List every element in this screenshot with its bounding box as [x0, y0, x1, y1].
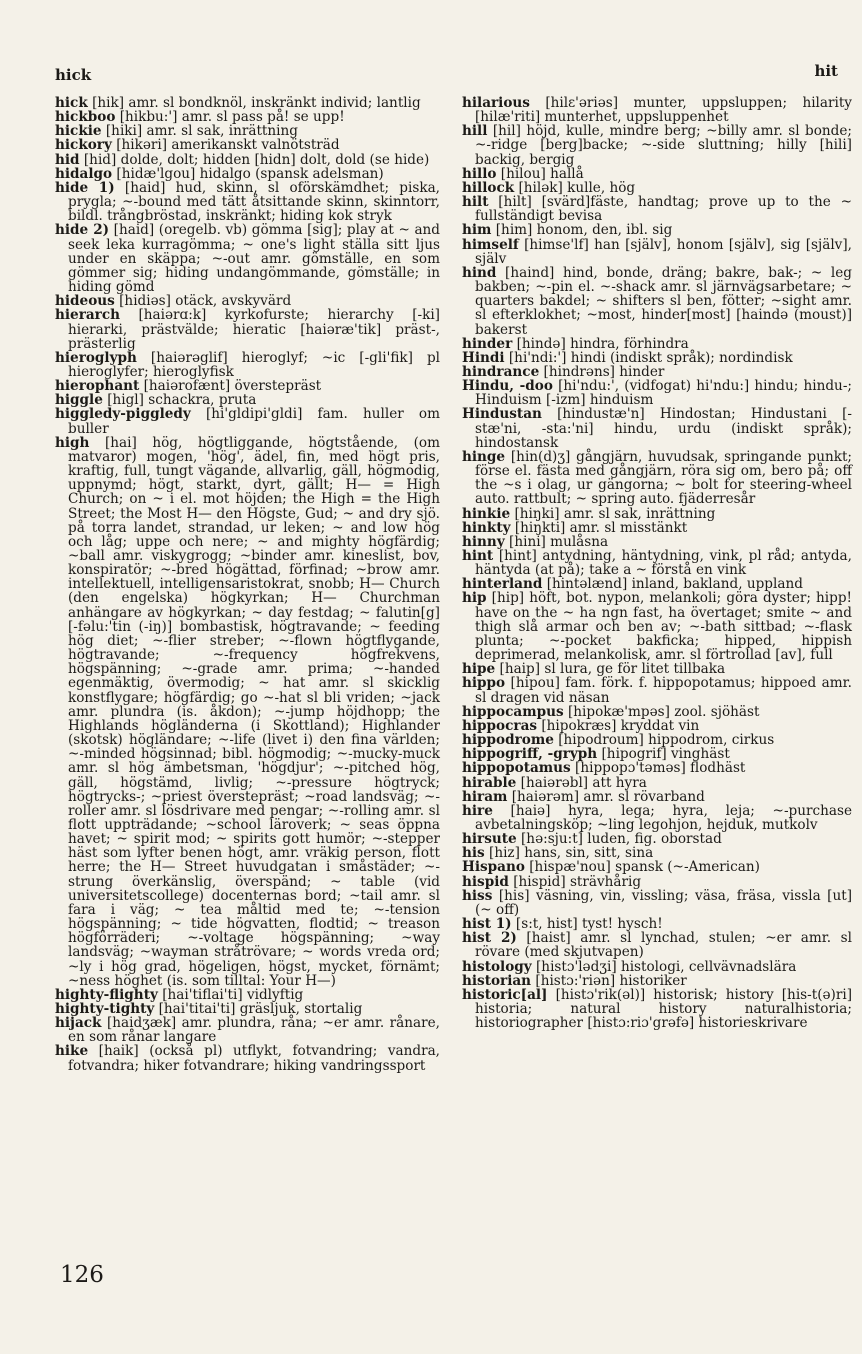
dictionary-entry: Hindustan [hindustæ'n] Hindostan; Hindustani [-stæ'ni, -sta:'ni] hindu, urdu (indiskt språk); hindostansk: [462, 406, 852, 451]
dictionary-entry: hist 1) [s:t, hist] tyst! hysch!: [462, 916, 663, 933]
dictionary-entry: highty-tighty [hai'titai'ti] gräsljuk, stortalig: [55, 1001, 363, 1017]
dictionary-entry: hickie [hiki] amr. sl sak, inrättning: [55, 123, 298, 140]
dictionary-entry: hide 1) [haid] hud, skinn, sl oförskämdhet; piska, prygla; ~-bound med tätt åtsittande skinn, skinntorr, bildl. trångbröstad, inskränkt; hiding kok stryk: [55, 179, 440, 225]
dictionary-entry: hinge [hin(d)ʒ] gångjärn, huvudsak, springande punkt; förse el. fästa med gångjärn, röra sig om, bero på; off the ~s i olag, ur gängorna; ~ bolt for steering-wheel auto. rattbult; ~ spring auto. fjäderresår: [462, 448, 852, 508]
dictionary-entry: higgle [higl] schackra, pruta: [55, 392, 257, 409]
dictionary-entry: hinkty [hiŋkti] amr. sl misstänkt: [462, 519, 688, 536]
dictionary-entry: higgledy-piggledy [hi'gldipi'gldi] fam. huller om buller: [55, 406, 440, 437]
running-head-left: hick: [55, 66, 92, 84]
dictionary-entry: hideous [hidiəs] otäck, avskyvärd: [55, 293, 292, 310]
dictionary-entry: hist 2) [haist] amr. sl lynchad, stulen; ~er amr. sl rövare (med skjutvapen): [462, 930, 852, 961]
dictionary-entry: hippodrome [hipodroum] hippodrom, cirkus: [462, 732, 775, 749]
dictionary-entry: hickory [hikəri] amerikanskt valnötsträd: [55, 137, 340, 154]
dictionary-entry: hinterland [hintəlænd] inland, bakland, uppland: [462, 576, 803, 593]
dictionary-entry: hirable [haiərəbl] att hyra: [462, 774, 647, 791]
dictionary-entry: hispid [hispid] strävhårig: [462, 873, 642, 890]
dictionary-entry: hiss [his] väsning, vin, vissling; väsa, fräsa, vissla [ut] (~ off): [462, 887, 852, 918]
dictionary-entry: Hindu, -doo [hi'ndu:', (vidfogat) hi'ndu:] hindu; hindu-; Hinduism [-izm] hinduism: [462, 378, 852, 409]
left-column: [55, 96, 440, 1073]
dictionary-entry: hippo [hipou] fam. förk. f. hippopotamus; hippoed amr. sl dragen vid näsan: [462, 675, 852, 706]
dictionary-entry: hirsute [hə:sju:t] luden, fig. oborstad: [462, 831, 722, 848]
dictionary-entry: Hispano [hispæ'nou] spansk (~-American): [462, 859, 760, 876]
dictionary-entry: hidalgo [hidæ'lgou] hidalgo (spansk adelsman): [55, 165, 384, 182]
dictionary-entry: hiram [haiərəm] amr. sl rövarband: [462, 788, 705, 805]
dictionary-entry: hippopotamus [hippopɔ'təməs] flodhäst: [462, 760, 746, 777]
dictionary-entry: hilarious [hilɛ'əriəs] munter, uppsluppen; hilarity [hilæ'riti] munterhet, uppsluppenhet: [462, 95, 852, 126]
dictionary-entry: hire [haiə] hyra, lega; hyra, leja; ~-purchase avbetalningsköp; ~ling legohjon, hejduk, mutkolv: [462, 802, 852, 833]
dictionary-entry: hipe [haip] sl lura, ge för litet tillbaka: [462, 661, 726, 678]
dictionary-entry: hippogriff, -gryph [hipogrif] vinghäst: [462, 746, 730, 763]
dictionary-entry: hieroglyph [haiərəglif] hieroglyf; ~ic [-gli'fik] pl hieroglyfer; hieroglyfisk: [55, 349, 440, 380]
dictionary-entry: hillo [hilou] hallå: [462, 165, 584, 182]
dictionary-entry: hindrance [hindrəns] hinder: [462, 363, 665, 380]
dictionary-entry: hide 2) [haid] (oregelb. vb) gömma [sig]; play at ~ and seek leka kurragömma; ~ one's light ställa sitt ljus under en skäppa; ~-out amr. gömställe, en som gömmer sig; hiding undangömmande, gömställe; in hiding gömd: [55, 222, 441, 296]
dictionary-entry: hid [hid] dolde, dolt; hidden [hidn] dolt, dold (se hide): [55, 151, 430, 168]
dictionary-entry: high [hai] hög, högtliggande, högtstående, (om matvaror) mogen, 'hög', ädel, fin, med högt pris, kraftig, full, tungt vägande, allvarlig, gäll, högmodig, uppnymd; högt, starkt, dyrt, gällt; H— = High Church; on ~ i el. mot höjden; the High = the High Street; the Most H— den Högste, Gud; ~ and dry sjö. på torra landet, strandad, ur leken; ~ and low hög och låg; uppe och nere; ~ and mighty högfärdig; ~ball amr. viskygrogg; ~binder amr. kineslist, bov, konspiratör; ~-bred högättad, förfinad; ~brow amr. intellektuell, intelligensaristokrat, snobb; H— Church (den engelska) högkyrkan; H— Churchman anhängare av högkyrkan; ~ day festdag; ~ falutin[g] [-fəlu:'tin (-iŋ)] bombastisk, högtravande; ~ feeding hög diet; ~-flier streber; ~-flown högtflygande, högtravande; ~-frequency högfrekvens, högspänning; ~-grade amr. prima; ~-handed egenmäktig, övermodig; ~ hat amr. sl skicklig konstflygare; högfärdig; go ~-hat sl bli vriden; ~jack amr. plundra (is. åkdon); ~-jump höjdhopp; the Highlands högländerna (i Skottland); Highlander (skotsk) högländare; ~-life (livet i) den fina världen; ~-minded högsinnad; bibl. högmodig; ~-mucky-muck amr. sl hög ämbetsman, 'högdjur'; ~-pitched hög, gäll, högstämd, livlig; ~-pressure högtryck; högtrycks-; ~priest överstepräst; ~road landsväg; ~-roller amr. sl lösdrivare med pengar; ~-rolling amr. sl flott uppträdande; ~school läroverk; ~ seas öppna havet; ~ spirit mod; ~ spirits gott humör; ~-stepper häst som lyfter benen högt, amr. vräkig person, flott herre; the H— Street huvudgatan i småstäder; ~-strung överkänslig, överspänd; ~ table (vid universitetscollege) docenternas bord; ~tail amr. sl fara i väg; ~ tea måltid med te; ~-tension högspänning; ~ tide högvatten, flodtid; ~ treason högförräderi; ~-voltage högspänning; ~way landsväg; ~wayman stråtrövare; ~ words vreda ord; ~ly i hög grad, högeligen, högst, mycket, förnämt; ~ness höghet (is. som tilltal: Your H—): [55, 434, 440, 989]
right-column: [462, 96, 852, 1030]
dictionary-entry: hip [hip] höft, bot. nypon, melankoli; göra dyster; hipp! have on the ~ ha ngn fast, ha övertaget; smite ~ and thigh slå armar och ben av; ~-bath sittbad; ~-flask plunta; ~-pocket bakficka; hipped, hippish deprimerad, melankolisk, amr. sl förtrollad [av], full: [462, 590, 852, 664]
dictionary-entry: himself [himse'lf] han [själv], honom [själv], sig [själv], själv: [462, 236, 852, 267]
dictionary-entry: historic[al] [histɔ'rik(əl)] historisk; history [his-t(ə)ri] historia; natural history naturalhistoria; historiographer [histɔ:riɔ'grəfə] historieskrivare: [462, 986, 852, 1032]
dictionary-entry: Hindi [hi'ndi:'] hindi (indiskt språk); nordindisk: [462, 349, 793, 366]
dictionary-entry: hill [hil] höjd, kulle, mindre berg; ~billy amr. sl bonde; ~-ridge [berg]backe; ~-side sluttning; hilly [hili] backig, bergig: [462, 123, 852, 168]
dictionary-entry: his [hiz] hans, sin, sitt, sina: [462, 845, 654, 862]
dictionary-entry: histology [histɔ'lədʒi] histologi, cellvävnadslära: [462, 958, 797, 975]
page-number: 126: [60, 1262, 104, 1288]
dictionary-entry: hinder [hində] hindra, förhindra: [462, 335, 689, 352]
dictionary-entry: hike [haik] (också pl) utflykt, fotvandring; vandra, fotvandra; hiker fotvandrare; hiking vandringssport: [55, 1043, 440, 1074]
dictionary-entry: hinkie [hiŋki] amr. sl sak, inrättning: [462, 505, 716, 522]
dictionary-entry: hind [haind] hind, bonde, dräng; bakre, bak-; ~ leg bakben; ~-pin el. ~-shack amr. sl järnvägsarbetare; ~ quarters bakdel; ~ shifters sl ben, fötter; ~sight amr. sl efterklokhet; ~most, hinder[most] [haində (moust)] bakerst: [462, 264, 852, 338]
dictionary-entry: historian [histɔ:'riən] historiker: [462, 972, 687, 989]
dictionary-entry: hickboo [hikbu:'] amr. sl pass på! se upp!: [55, 109, 345, 126]
dictionary-entry: hippocras [hipokræs] kryddat vin: [462, 717, 700, 734]
dictionary-entry: hippocampus [hipokæ'mpəs] zool. sjöhäst: [462, 703, 760, 720]
dictionary-entry: hijack [haidʒæk] amr. plundra, råna; ~er amr. rånare, en som rånar langare: [55, 1015, 440, 1046]
dictionary-entry: hierophant [haiərofænt] överstepräst: [55, 378, 322, 395]
dictionary-entry: highty-flighty [hai'tiflai'ti] vidlyftig: [55, 986, 304, 1003]
dictionary-entry: hillock [hilək] kulle, hög: [462, 179, 636, 196]
dictionary-entry: him [him] honom, den, ibl. sig: [462, 222, 673, 239]
dictionary-entry: hick [hik] amr. sl bondknöl, inskränkt individ; lantlig: [55, 95, 421, 111]
dictionary-entry: hint [hint] antydning, häntydning, vink, pl råd; antyda, häntyda (at på); take a ~ förstå en vink: [462, 548, 852, 579]
dictionary-entry: hilt [hilt] [svärd]fäste, handtag; prove up to the ~ fullständigt bevisa: [462, 194, 852, 225]
dictionary-entry: hinny [hini] mulåsna: [462, 533, 609, 550]
dictionary-entry: hierarch [haiərɑ:k] kyrkofurste; hierarchy [-ki] hierarki, prästvälde; hieratic [haiəræ'tik] präst-, prästerlig: [55, 307, 440, 352]
running-head-right: hit: [814, 62, 838, 80]
